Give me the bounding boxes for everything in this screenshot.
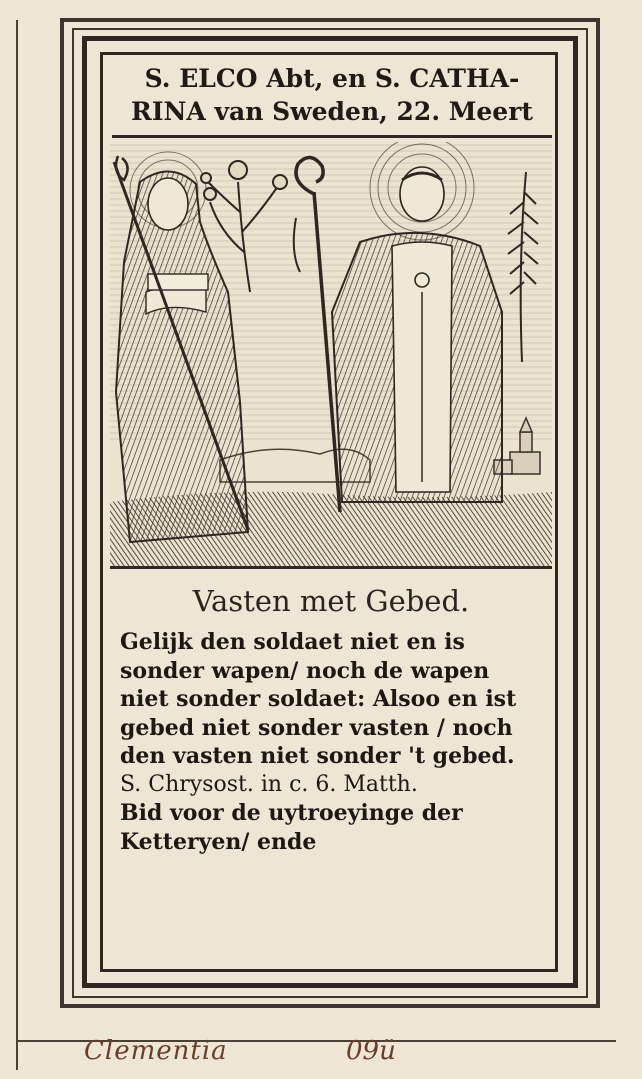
prayer-line-1: Bid voor de uytroeyinge der bbox=[120, 800, 463, 826]
body-line-1: Gelijk den soldaet niet en is bbox=[120, 629, 465, 655]
prayer-line-2: Ketteryen/ ende bbox=[120, 828, 317, 855]
outer-rule-left bbox=[16, 20, 18, 1070]
title-line-1: S. ELCO Abt, en S. CATHA- bbox=[144, 64, 520, 93]
citation: S. Chrysost. in c. 6. Matth. bbox=[120, 771, 418, 797]
body-line-2: sonder wapen/ noch de wapen bbox=[120, 657, 490, 684]
handwritten-number: 09ü bbox=[346, 1036, 396, 1066]
title-line-2: RINA van Sweden, 22. Meert bbox=[131, 97, 533, 126]
print-title bbox=[112, 58, 552, 138]
body-line-5: den vasten niet sonder 't gebed. bbox=[120, 743, 515, 769]
handwritten-name: Clementia bbox=[84, 1036, 228, 1066]
saints-engraving bbox=[110, 142, 552, 569]
body-line-4: gebed niet sonder vasten / noch bbox=[120, 714, 513, 741]
body-line-3: niet sonder soldaet: Alsoo en ist bbox=[120, 686, 517, 712]
section-heading: Vasten met Gebed. bbox=[192, 584, 470, 618]
body-text bbox=[120, 628, 540, 856]
